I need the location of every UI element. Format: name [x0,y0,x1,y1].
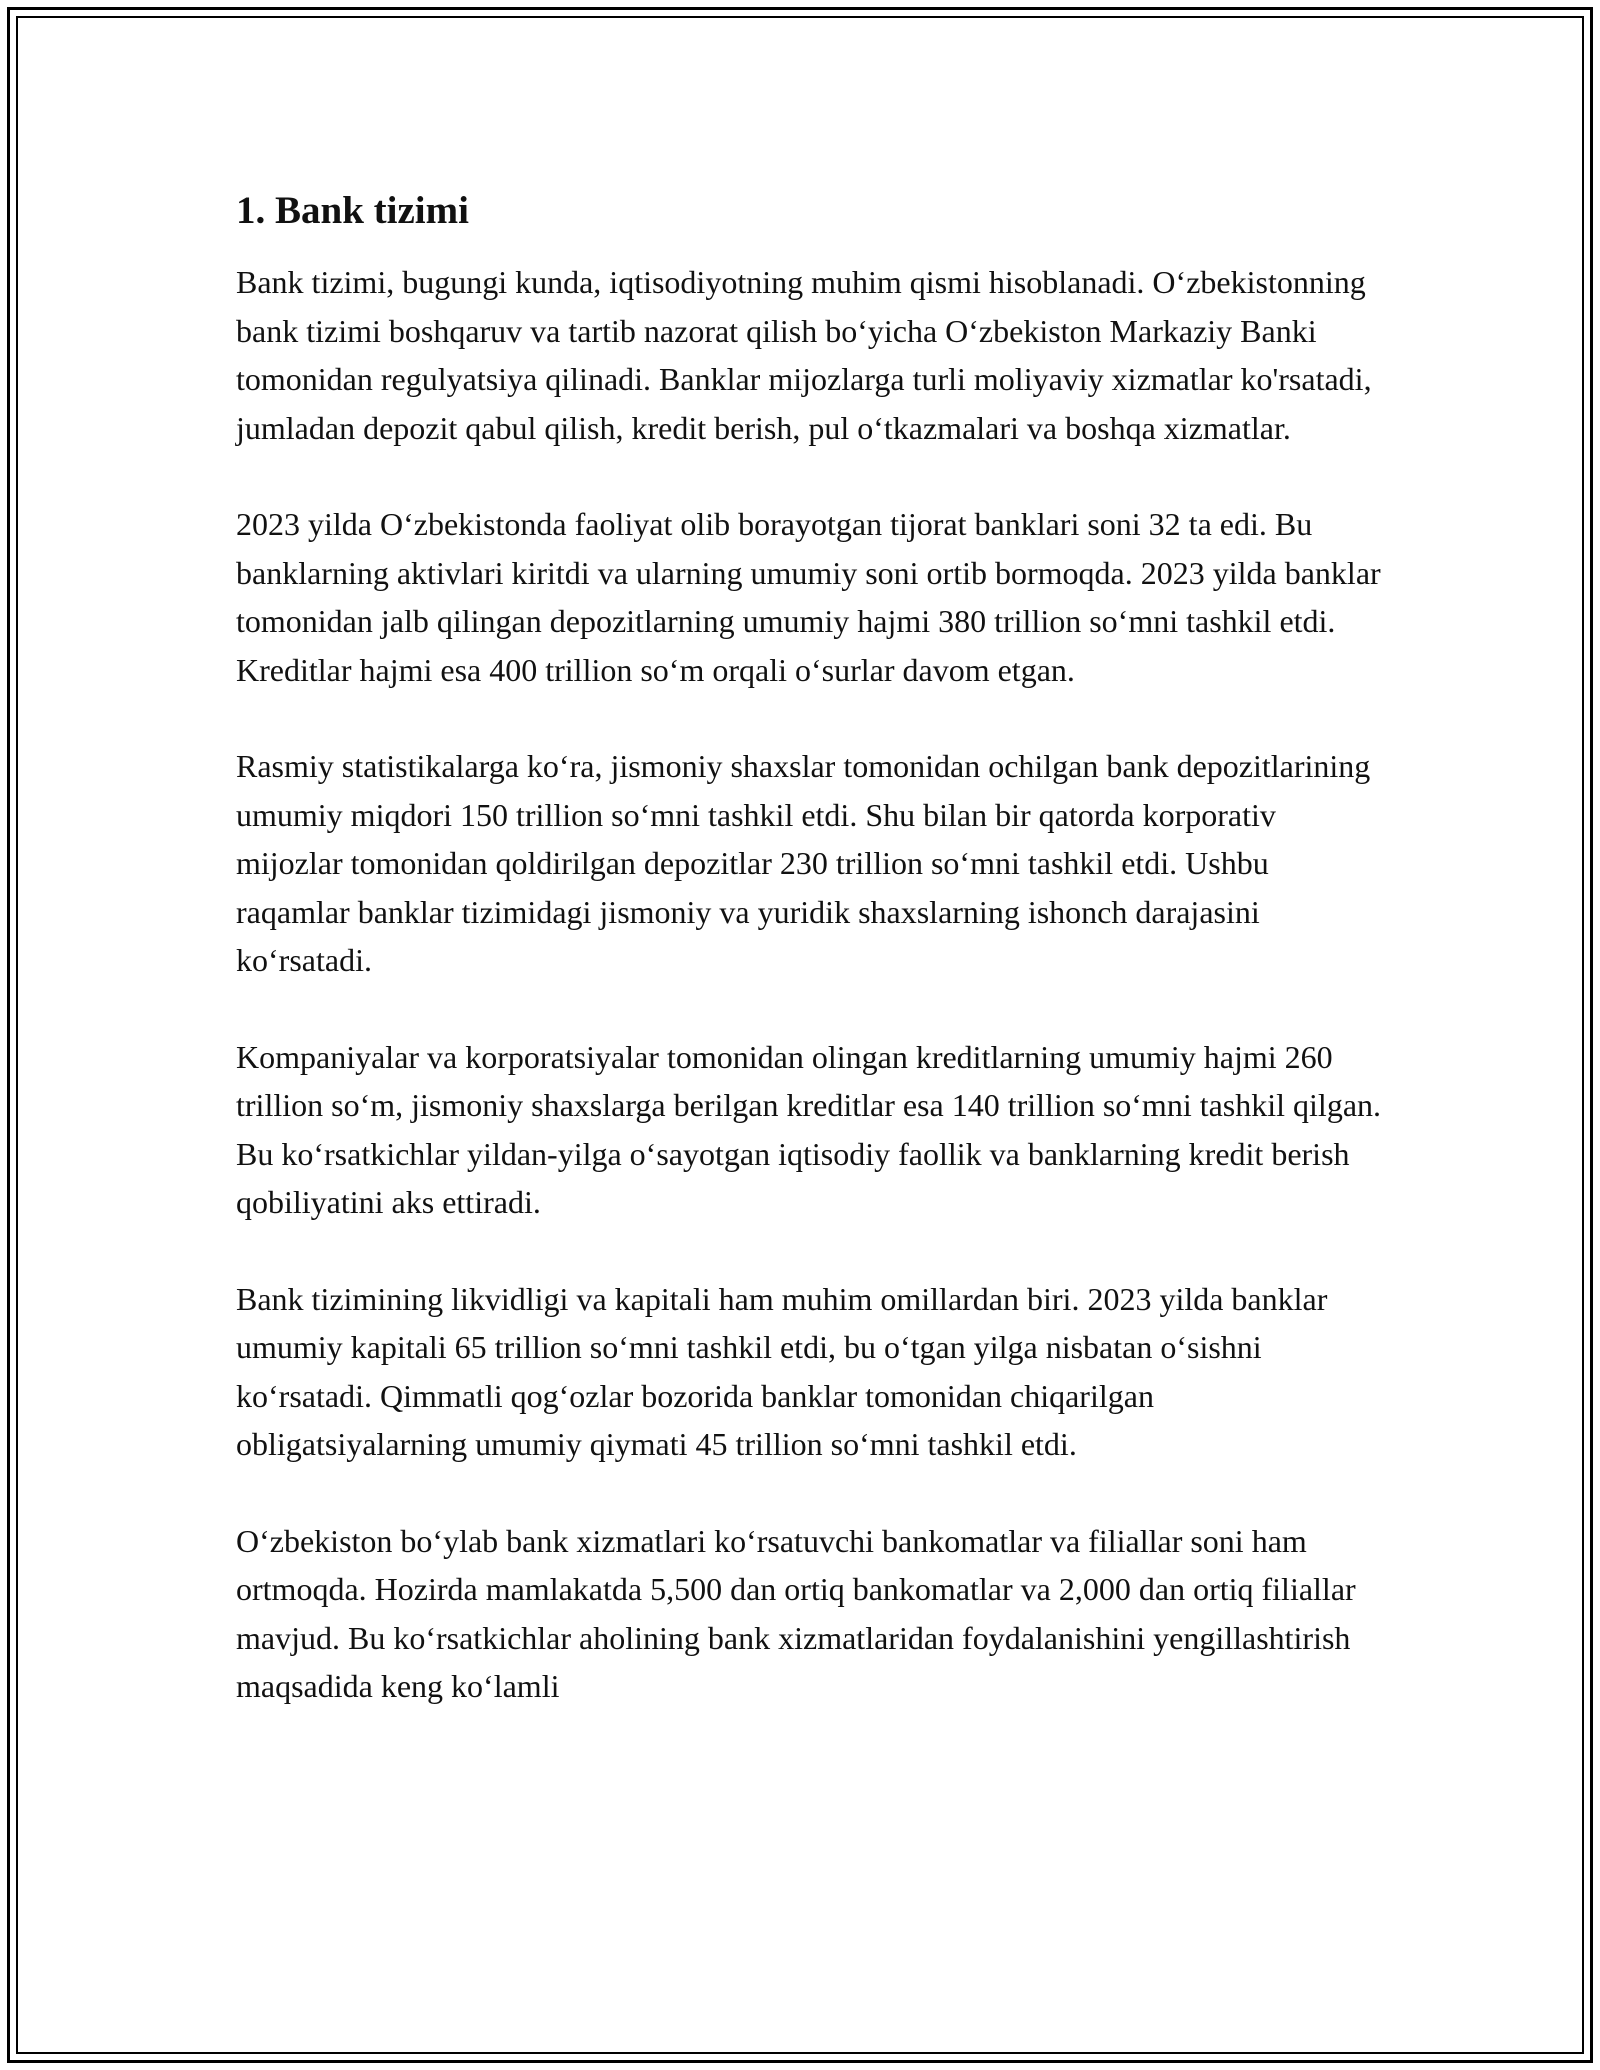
paragraph-atms-branches: O‘zbekiston bo‘ylab bank xizmatlari ko‘rsatuvchi bankomatlar va filiallar soni ham ortmoqda. Hozirda mamlakatda 5,500 dan ortiq bankomatlar va 2,000 dan ortiq filiallar mavjud. Bu ko‘rsatkichlar aholining bank xizmatlaridan foydalanishini yengillashtirish maqsadida keng ko‘lamli [236,1522,1356,1704]
paragraph-bank-system-intro: Bank tizimi, bugungi kunda, iqtisodiyotning muhim qismi hisoblanadi. O‘zbekistonning bank tizimi boshqaruv va tartib nazorat qilish bo‘yicha O‘zbekiston Markaziy Banki tomonidan regulyatsiya qilinadi. Banklar mijozlarga turli moliyaviy xizmatlar ko'rsatadi, jumladan depozit qabul qilish, kredit berish, pul o‘tkazmalari va boshqa xizmatlar. [236,264,1372,446]
document-body [236,186,1384,1759]
paragraph-liquidity-capital: Bank tizimining likvidligi va kapitali ham muhim omillardan biri. 2023 yilda banklar umumiy kapitali 65 trillion so‘mni tashkil etdi, bu o‘tgan yilga nisbatan o‘sishni ko‘rsatadi. Qimmatli qog‘ozlar bozorida banklar tomonidan chiqarilgan obligatsiyalarning umumiy qiymati 45 trillion so‘mni tashkil etdi. [236,1280,1328,1462]
paragraph-commercial-banks-2023: 2023 yilda O‘zbekistonda faoliyat olib borayotgan tijorat banklari soni 32 ta edi. Bu banklarning aktivlari kiritdi va ularning umumiy soni ortib bormoqda. 2023 yilda banklar tomonidan jalb qilingan depozitlarning umumiy hajmi 380 trillion so‘mni tashkil etdi. Kreditlar hajmi esa 400 trillion so‘m orqali o‘surlar davom etgan. [236,506,1381,688]
section-heading: 1. Bank tizimi [236,189,469,232]
paragraph-deposit-statistics: Rasmiy statistikalarga ko‘ra, jismoniy shaxslar tomonidan ochilgan bank depozitlarining umumiy miqdori 150 trillion so‘mni tashkil etdi. Shu bilan bir qatorda korporativ mijozlar tomonidan qoldirilgan depozitlar 230 trillion so‘mni tashkil etdi. Ushbu raqamlar banklar tizimidagi jismoniy va yuridik shaxslarning ishonch darajasini ko‘rsatadi. [236,748,1371,978]
paragraph-credit-volumes: Kompaniyalar va korporatsiyalar tomonidan olingan kreditlarning umumiy hajmi 260 trillion so‘m, jismoniy shaxslarga berilgan kreditlar esa 140 trillion so‘mni tashkil qilgan. Bu ko‘rsatkichlar yildan-yilga o‘sayotgan iqtisodiy faollik va banklarning kredit berish qobiliyatini aks ettiradi. [236,1038,1382,1220]
